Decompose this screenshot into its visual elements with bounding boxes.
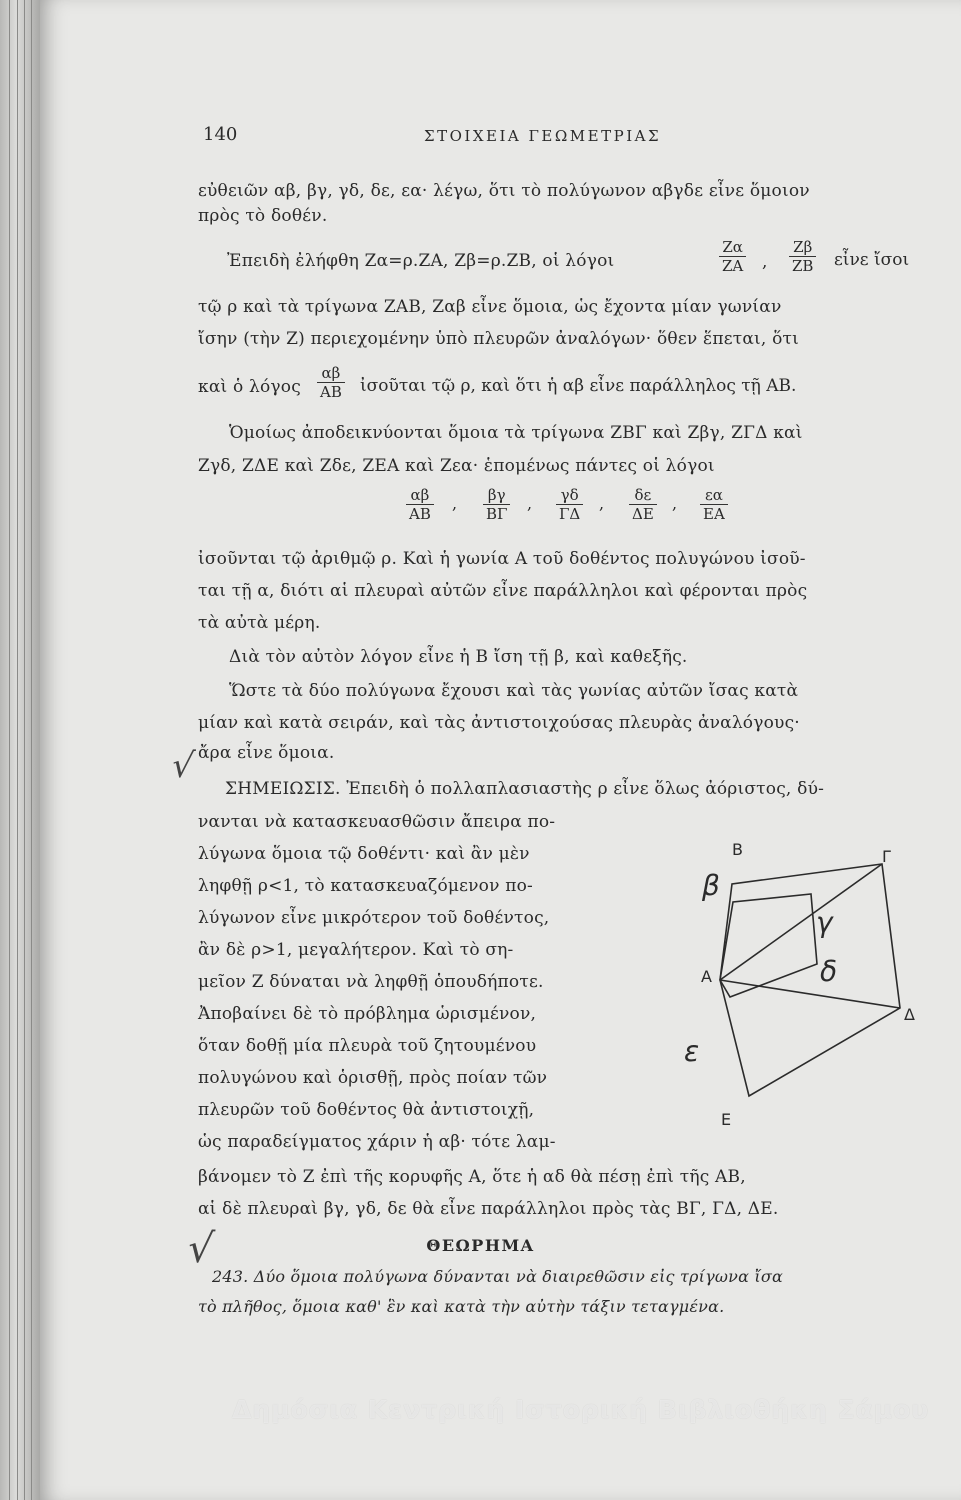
label-B: Β (732, 840, 743, 859)
text-line: Ζγδ, ΖΔΕ καὶ Ζδε, ΖΕΑ καὶ Ζεα· ἑπομένως πάντες οἱ λόγοι (198, 456, 715, 476)
fraction (719, 238, 746, 275)
fraction (317, 364, 345, 401)
fraction-numerator: Ζα (719, 238, 746, 257)
page-number: 140 (203, 124, 238, 145)
fraction-denominator: ΒΓ (486, 505, 508, 523)
text-line: ληφθῇ ρ<1, τὸ κατασκευαζόμενον πο- (198, 876, 533, 896)
label-D: Δ (904, 1005, 915, 1024)
text-line: τῷ ρ καὶ τὰ τρίγωνα ΖΑΒ, Ζαβ εἶνε ὅμοια, ὡς ἔχοντα μίαν γωνίαν (198, 297, 782, 317)
fraction-denominator: ΑΒ (409, 505, 431, 523)
text-line: αἱ δὲ πλευραὶ βγ, γδ, δε θὰ εἶνε παράλληλοι πρὸς τὰς ΒΓ, ΓΔ, ΔΕ. (198, 1199, 779, 1219)
label-delta: δ (820, 955, 838, 988)
label-G: Γ (882, 847, 891, 866)
library-watermark: Δημόσια Κεντρική Ιστορική Βιβλιοθήκη Σάμου (232, 1395, 930, 1424)
fraction-numerator: αβ (406, 486, 434, 505)
ratio-fraction (700, 486, 728, 523)
text-line: καὶ ὁ λόγος (198, 377, 301, 397)
fraction-denominator: ΕΑ (703, 505, 725, 523)
fraction-denominator: ΑΒ (320, 383, 342, 401)
text-line: ται τῇ α, διότι αἱ πλευραὶ αὐτῶν εἶνε παράλληλοι καὶ φέρονται πρὸς (198, 581, 808, 601)
text-line: Ὁμοίως ἀποδεικνύονται ὅμοια τὰ τρίγωνα ΖΒΓ καὶ Ζβγ, ΖΓΔ καὶ (229, 423, 803, 443)
fraction-numerator: δε (629, 486, 657, 505)
text-line: ἰσοῦται τῷ ρ, καὶ ὅτι ἡ αβ εἶνε παράλληλος τῇ ΑΒ. (360, 376, 797, 396)
text-line: μεῖον Ζ δύναται νὰ ληφθῇ ὁπουδήποτε. (198, 972, 544, 992)
book-binding (0, 0, 40, 1500)
handwritten-check-mark: √ (185, 1226, 216, 1272)
text-line: πρὸς τὸ δοθέν. (198, 206, 328, 226)
ratio-fraction (483, 486, 510, 523)
fraction-numerator: γδ (556, 486, 583, 505)
text-line: λύγωνον εἶνε μικρότερον τοῦ δοθέντος, (198, 908, 550, 928)
text-line: ἄρα εἶνε ὅμοια. (198, 743, 335, 763)
text-line: λύγωνα ὅμοια τῷ δοθέντι· καὶ ἂν μὲν (198, 844, 530, 864)
note-heading-line: ΣΗΜΕΙΩΣΙΣ. Ἐπειδὴ ὁ πολλαπλασιαστὴς ρ εἶνε ὅλως ἀόριστος, δύ- (225, 779, 825, 799)
diagonal-AD (720, 980, 900, 1008)
text-line: νανται νὰ κατασκευασθῶσιν ἄπειρα πο- (198, 812, 556, 832)
text-line: εἶνε ἴσοι (834, 250, 910, 270)
text-line: τὰ αὐτὰ μέρη. (198, 613, 321, 633)
handwritten-check-mark: √ (169, 746, 197, 786)
text-line: ὅταν δοθῇ μία πλευρὰ τοῦ ζητουμένου (198, 1036, 537, 1056)
large-polygon (720, 864, 900, 1096)
text-line: Διὰ τὸν αὐτὸν λόγον εἶνε ἡ Β ἴση τῇ β, καὶ καθεξῆς. (229, 647, 688, 667)
fraction-numerator: εα (700, 486, 728, 505)
comma: , (672, 494, 678, 513)
label-E: Ε (721, 1110, 732, 1129)
label-A: Α (701, 967, 712, 986)
ratio-fraction (629, 486, 657, 523)
diagonal-AG (720, 864, 882, 980)
fraction-denominator: ΖΑ (722, 257, 744, 275)
label-epsilon: ε (684, 1035, 700, 1068)
text-line: Ἀποβαίνει δὲ τὸ πρόβλημα ὡρισμένον, (198, 1004, 537, 1024)
geometry-figure (600, 825, 930, 1135)
text-line: Ὥστε τὰ δύο πολύγωνα ἔχουσι καὶ τὰς γωνίας αὐτῶν ἴσας κατὰ (229, 681, 799, 701)
text-line: πλευρῶν τοῦ δοθέντος θὰ ἀντιστοιχῇ, (198, 1100, 535, 1120)
ratio-fraction (556, 486, 583, 523)
theorem-statement: 243. Δύο ὅμοια πολύγωνα δύνανται νὰ διαιρεθῶσιν εἰς τρίγωνα ἴσα (212, 1267, 783, 1286)
fraction-numerator: αβ (317, 364, 345, 383)
text-line: ἂν δὲ ρ>1, μεγαλήτερον. Καὶ τὸ ση- (198, 940, 514, 960)
text-line: Ἐπειδὴ ἐλήφθη Ζα=ρ.ΖΑ, Ζβ=ρ.ΖΒ, οἱ λόγοι (227, 251, 615, 271)
fraction-numerator: Ζβ (789, 238, 816, 257)
text-line: ἰσοῦνται τῷ ἀριθμῷ ρ. Καὶ ἡ γωνία Α τοῦ δοθέντος πολυγώνου ἰσοῦ- (198, 549, 806, 569)
running-title: ΣΤΟΙΧΕΙΑ ΓΕΩΜΕΤΡΙΑΣ (424, 127, 662, 145)
label-beta: β (702, 869, 720, 902)
fraction-denominator: ΖΒ (792, 257, 814, 275)
comma: , (599, 494, 605, 513)
theorem-statement: τὸ πλῆθος, ὅμοια καθ' ἓν καὶ κατὰ τὴν αὐτὴν τάξιν τεταγμένα. (198, 1297, 725, 1316)
label-gamma: γ (816, 906, 833, 939)
comma: , (452, 494, 458, 513)
text-line: εὐθειῶν αβ, βγ, γδ, δε, εα· λέγω, ὅτι τὸ πολύγωνον αβγδε εἶνε ὅμοιον (198, 181, 810, 201)
text-line: μίαν καὶ κατὰ σειράν, καὶ τὰς ἀντιστοιχούσας πλευρὰς ἀναλόγους· (198, 713, 800, 733)
ratio-fraction (406, 486, 434, 523)
text-line: ἴσην (τὴν Ζ) περιεχομένην ὑπὸ πλευρῶν ἀναλόγων· ὅθεν ἕπεται, ὅτι (198, 329, 799, 349)
fraction-denominator: ΓΔ (559, 505, 581, 523)
figure-lines (720, 864, 900, 1096)
theorem-title: ΘΕΩΡΗΜΑ (426, 1236, 535, 1255)
text-line: βάνομεν τὸ Ζ ἐπὶ τῆς κορυφῆς Α, ὅτε ἡ αδ θὰ πέσῃ ἐπὶ τῆς ΑΒ, (198, 1167, 746, 1187)
fraction-denominator: ΔΕ (632, 505, 654, 523)
text-line: πολυγώνου καὶ ὁρισθῇ, πρὸς ποίαν τῶν (198, 1068, 548, 1088)
comma: , (527, 494, 533, 513)
fraction-numerator: βγ (483, 486, 510, 505)
fraction (789, 238, 816, 275)
text-line: ὡς παραδείγματος χάριν ἡ αβ· τότε λαμ- (198, 1132, 556, 1152)
comma: , (762, 252, 768, 272)
